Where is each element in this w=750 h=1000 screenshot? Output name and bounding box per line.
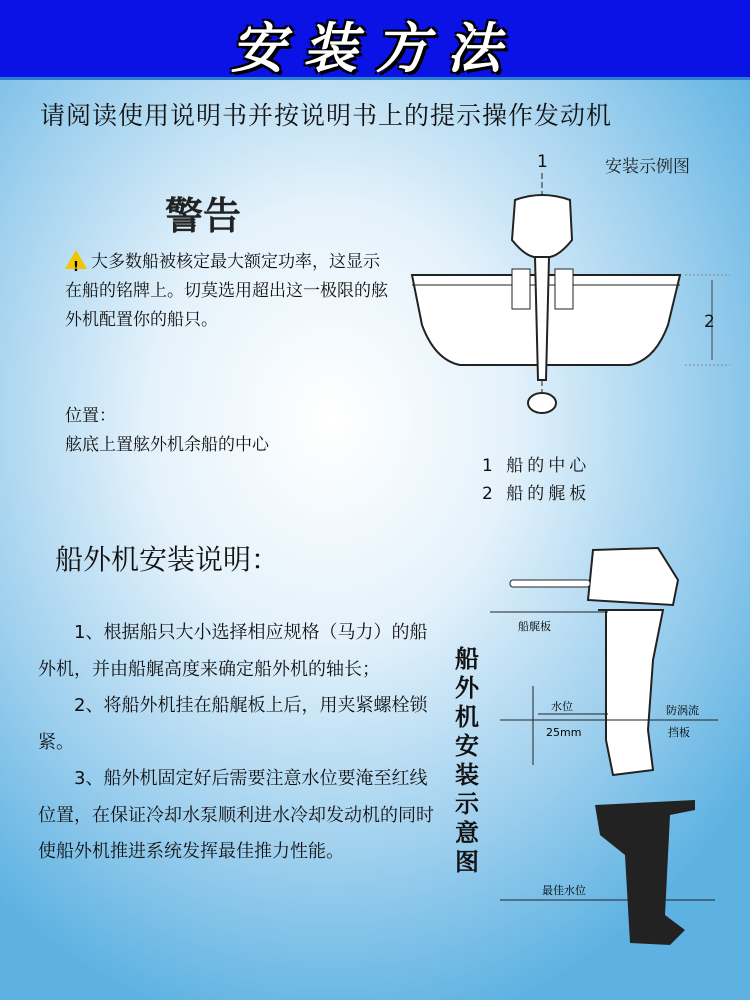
subtitle: 请阅读使用说明书并按说明书上的提示操作发动机 xyxy=(40,101,613,130)
label-anti-cavitation-2: 挡板 xyxy=(668,726,690,739)
warning-title: 警告 xyxy=(165,194,242,238)
label-anti-cavitation-1: 防涡流 xyxy=(666,704,699,717)
warning-text xyxy=(65,248,395,335)
label-distance: 25mm xyxy=(546,726,582,739)
page-title: 安装方法 xyxy=(231,16,519,80)
label-water-level: 水位 xyxy=(551,700,573,713)
boat-top-diagram xyxy=(400,145,730,415)
warning-body: 大多数船被核定最大额定功率，这显示在船的铭牌上。切莫选用超出这一极限的舷外机配置你的船只。 xyxy=(65,252,388,330)
instructions-title: 船外机安装说明： xyxy=(55,543,280,576)
position-label: 位置： xyxy=(65,406,116,426)
motor-diagram-title: 船外机安装示意图 xyxy=(455,645,479,876)
label-best-level: 最佳水位 xyxy=(542,884,586,897)
instructions-steps xyxy=(38,615,438,871)
legend-item: 1 船的中心 xyxy=(482,456,591,476)
warning-triangle-icon xyxy=(65,250,87,269)
motor-best-level-diagram xyxy=(500,795,750,955)
step: 3、船外机固定好后需要注意水位要淹至红线位置，在保证冷却水泵顺利进水冷却发动机的同时使船外机推进系统发挥最佳推力性能。 xyxy=(38,768,434,862)
position-block xyxy=(65,402,269,460)
position-text: 舷底上置舷外机余船的中心 xyxy=(65,435,269,455)
marker-2: 2 xyxy=(704,312,715,332)
marker-1: 1 xyxy=(537,152,548,172)
boat-legend xyxy=(482,452,590,508)
step: 2、将船外机挂在船艉板上后，用夹紧螺栓锁紧。 xyxy=(38,695,428,753)
legend-item: 2 船的艉板 xyxy=(482,484,591,504)
step: 1、根据船只大小选择相应规格（马力）的船外机，并由船艉高度来确定船外机的轴长； xyxy=(38,622,428,680)
label-transom: 船艉板 xyxy=(518,620,551,633)
diagram-caption: 安装示例图 xyxy=(605,157,690,177)
outboard-motor-diagram xyxy=(488,540,750,780)
